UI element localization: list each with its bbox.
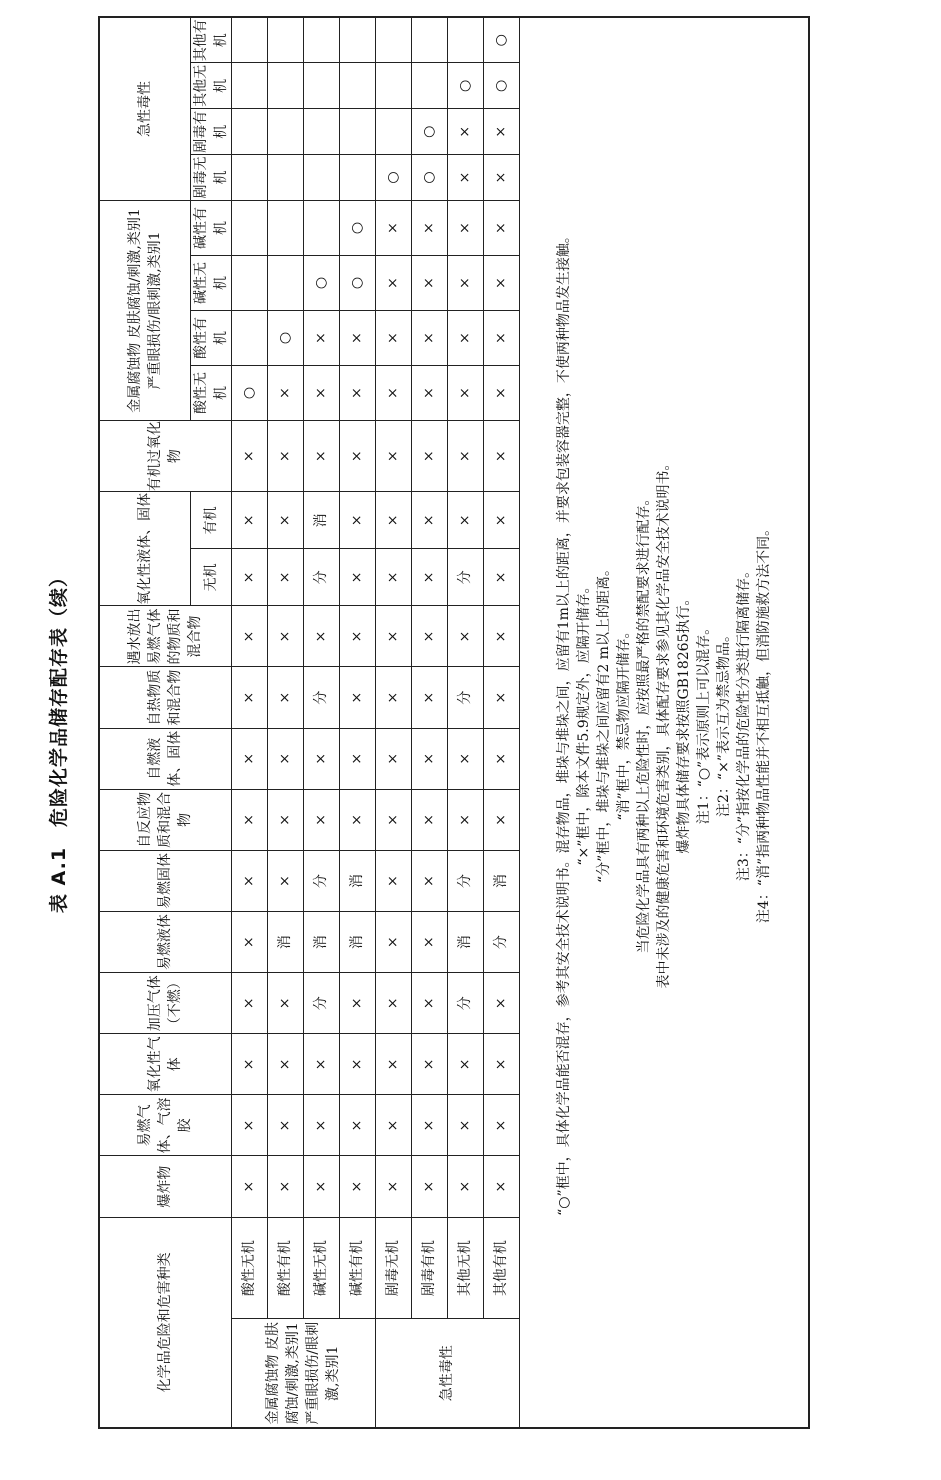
compatibility-cell xyxy=(231,200,267,255)
compatibility-cell: × xyxy=(447,310,483,365)
compatibility-cell: × xyxy=(231,973,267,1034)
note-line: 注3：“分”指按化学品的危险性分类进行隔离储存。 xyxy=(735,563,752,882)
note-line: “消”框中，禁忌物应隔开储存。 xyxy=(615,624,632,821)
compatibility-cell: × xyxy=(483,155,519,201)
storage-compatibility-table xyxy=(98,16,810,1429)
compatibility-cell xyxy=(303,155,339,201)
compatibility-cell: × xyxy=(375,789,411,850)
compatibility-cell: 消 xyxy=(339,850,375,911)
compatibility-cell: × xyxy=(447,789,483,850)
compatibility-cell xyxy=(267,200,303,255)
compatibility-cell xyxy=(303,200,339,255)
compatibility-cell: × xyxy=(447,255,483,310)
compatibility-cell xyxy=(267,109,303,155)
compatibility-cell: ○ xyxy=(339,255,375,310)
corner-header: 化学品危险和危害种类 xyxy=(99,1217,231,1428)
compatibility-cell: × xyxy=(411,606,447,667)
compatibility-cell: 消 xyxy=(267,912,303,973)
compatibility-cell: ○ xyxy=(483,63,519,109)
compatibility-cell: × xyxy=(375,1095,411,1156)
compatibility-cell: × xyxy=(303,728,339,789)
compatibility-cell xyxy=(339,155,375,201)
compatibility-cell: × xyxy=(303,420,339,491)
compatibility-cell: 消 xyxy=(303,492,339,549)
compatibility-cell: ○ xyxy=(339,200,375,255)
row-label: 碱性有机 xyxy=(339,1217,375,1319)
compatibility-cell: × xyxy=(267,549,303,606)
compatibility-cell: 分 xyxy=(447,549,483,606)
compatibility-cell: × xyxy=(411,912,447,973)
table-row xyxy=(375,17,411,1428)
compatibility-cell: × xyxy=(339,728,375,789)
compatibility-cell: × xyxy=(267,667,303,728)
compatibility-cell: 分 xyxy=(303,850,339,911)
compatibility-cell: 消 xyxy=(447,912,483,973)
compatibility-cell: 消 xyxy=(483,850,519,911)
compatibility-cell xyxy=(339,63,375,109)
compatibility-cell: ○ xyxy=(411,155,447,201)
col-sub-header: 剧毒无机 xyxy=(190,155,231,201)
col-water-reactive: 遇水放出易燃气体的物质和混合物 xyxy=(99,606,231,667)
compatibility-cell: × xyxy=(339,1156,375,1217)
compatibility-cell xyxy=(267,17,303,63)
col-oxidizing-gas: 氧化性气体 xyxy=(99,1034,231,1095)
compatibility-cell: × xyxy=(231,912,267,973)
compatibility-cell: × xyxy=(483,1156,519,1217)
compatibility-cell xyxy=(231,17,267,63)
col-oxidizing-organic: 有机 xyxy=(190,492,231,549)
col-acute-group: 急性毒性 xyxy=(99,17,190,200)
col-oxidizing-group: 氧化性液体、固体 xyxy=(99,492,190,606)
compatibility-cell: × xyxy=(303,1156,339,1217)
col-organic-peroxide: 有机过氧化物 xyxy=(99,420,231,491)
compatibility-cell xyxy=(231,155,267,201)
compatibility-cell: × xyxy=(303,789,339,850)
compatibility-cell: × xyxy=(411,549,447,606)
compatibility-cell: ○ xyxy=(375,155,411,201)
compatibility-cell: × xyxy=(267,728,303,789)
compatibility-cell: × xyxy=(483,789,519,850)
compatibility-cell: × xyxy=(267,492,303,549)
compatibility-cell xyxy=(267,255,303,310)
col-corrosive-group: 金属腐蚀物 皮肤腐蚀/刺激,类别1 严重眼损伤/眼刺激,类别1 xyxy=(99,200,190,420)
compatibility-cell xyxy=(303,63,339,109)
table-row xyxy=(303,17,339,1428)
page-title: 表 A.1 危险化学品储存配存表（续） xyxy=(48,566,70,914)
compatibility-cell: × xyxy=(447,606,483,667)
table-row xyxy=(339,17,375,1428)
compatibility-cell: 分 xyxy=(447,850,483,911)
col-flammable-solid: 易燃固体 xyxy=(99,850,231,911)
compatibility-cell: × xyxy=(447,420,483,491)
compatibility-cell: × xyxy=(447,155,483,201)
compatibility-cell xyxy=(411,17,447,63)
compatibility-cell: ○ xyxy=(411,109,447,155)
compatibility-cell: × xyxy=(303,1095,339,1156)
compatibility-cell: × xyxy=(231,420,267,491)
compatibility-cell xyxy=(231,255,267,310)
col-sub-header: 碱性无机 xyxy=(190,255,231,310)
compatibility-cell xyxy=(267,63,303,109)
compatibility-cell: × xyxy=(267,420,303,491)
compatibility-cell: × xyxy=(411,310,447,365)
compatibility-cell: × xyxy=(447,492,483,549)
compatibility-cell: × xyxy=(339,492,375,549)
table-notes xyxy=(519,17,809,1428)
col-flammable-gas: 易燃气体、气溶胶 xyxy=(99,1095,231,1156)
compatibility-cell: × xyxy=(339,1095,375,1156)
row-label: 剧毒无机 xyxy=(375,1217,411,1319)
compatibility-cell: × xyxy=(447,109,483,155)
compatibility-cell: × xyxy=(339,973,375,1034)
note-line: 注4：“消”指两种物品性能并不相互抵触，但消防施救方法不同。 xyxy=(755,521,772,924)
compatibility-cell: × xyxy=(411,420,447,491)
compatibility-cell xyxy=(375,109,411,155)
compatibility-cell: × xyxy=(375,255,411,310)
compatibility-cell: × xyxy=(231,850,267,911)
col-flammable-liquid: 易燃液体 xyxy=(99,912,231,973)
compatibility-cell: × xyxy=(339,549,375,606)
compatibility-cell: × xyxy=(411,789,447,850)
compatibility-cell: × xyxy=(375,1034,411,1095)
compatibility-cell xyxy=(411,63,447,109)
compatibility-cell: × xyxy=(483,667,519,728)
compatibility-cell: × xyxy=(375,606,411,667)
note-line: “×”框中，除本文件5.9规定外，应隔开储存。 xyxy=(575,579,592,866)
compatibility-cell: × xyxy=(339,789,375,850)
note-line: 爆炸物具体储存要求按照GB18265执行。 xyxy=(675,591,692,854)
compatibility-cell: × xyxy=(375,420,411,491)
compatibility-cell xyxy=(303,109,339,155)
col-self-reactive: 自反应物质和混合物 xyxy=(99,789,231,850)
compatibility-cell: 分 xyxy=(303,667,339,728)
compatibility-cell: × xyxy=(411,667,447,728)
compatibility-cell: × xyxy=(483,310,519,365)
compatibility-cell xyxy=(231,109,267,155)
col-oxidizing-inorganic: 无机 xyxy=(190,549,231,606)
compatibility-cell: × xyxy=(375,549,411,606)
col-explosive: 爆炸物 xyxy=(99,1156,231,1217)
compatibility-cell: × xyxy=(411,728,447,789)
compatibility-cell: × xyxy=(483,200,519,255)
compatibility-cell: × xyxy=(267,1034,303,1095)
compatibility-cell: ○ xyxy=(303,255,339,310)
compatibility-cell: × xyxy=(375,728,411,789)
compatibility-cell: × xyxy=(339,310,375,365)
col-sub-header: 其他有机 xyxy=(190,17,231,63)
compatibility-cell: × xyxy=(231,789,267,850)
col-sub-header: 碱性有机 xyxy=(190,200,231,255)
compatibility-cell: × xyxy=(375,1156,411,1217)
table-row xyxy=(483,17,519,1428)
compatibility-cell: × xyxy=(483,255,519,310)
compatibility-cell: × xyxy=(411,973,447,1034)
col-sub-header: 酸性有机 xyxy=(190,310,231,365)
compatibility-cell xyxy=(339,17,375,63)
compatibility-cell: × xyxy=(231,728,267,789)
compatibility-cell: × xyxy=(447,728,483,789)
compatibility-cell: × xyxy=(483,728,519,789)
compatibility-cell: × xyxy=(447,365,483,420)
compatibility-cell xyxy=(231,63,267,109)
compatibility-cell: × xyxy=(231,606,267,667)
compatibility-cell xyxy=(375,17,411,63)
table-row xyxy=(267,17,303,1428)
compatibility-cell: × xyxy=(483,420,519,491)
compatibility-cell: × xyxy=(483,973,519,1034)
compatibility-cell: × xyxy=(375,912,411,973)
row-label: 剧毒有机 xyxy=(411,1217,447,1319)
note-line: 注1：“○”表示原则上可以混存。 xyxy=(695,620,712,825)
compatibility-cell: × xyxy=(267,606,303,667)
compatibility-cell: × xyxy=(303,365,339,420)
compatibility-cell: × xyxy=(267,850,303,911)
compatibility-cell: × xyxy=(303,606,339,667)
compatibility-cell: × xyxy=(267,1156,303,1217)
compatibility-cell: × xyxy=(231,549,267,606)
compatibility-cell: × xyxy=(303,1034,339,1095)
note-line: 表中未涉及的健康危害和环境危害类别，具体配存要求参见其化学品安全技术说明书。 xyxy=(655,456,672,989)
compatibility-cell: × xyxy=(231,667,267,728)
compatibility-cell: 分 xyxy=(303,973,339,1034)
compatibility-cell: × xyxy=(483,549,519,606)
compatibility-cell: × xyxy=(375,850,411,911)
compatibility-cell xyxy=(303,17,339,63)
compatibility-cell: × xyxy=(267,973,303,1034)
compatibility-cell: × xyxy=(375,973,411,1034)
compatibility-cell: × xyxy=(483,365,519,420)
compatibility-cell: × xyxy=(411,1156,447,1217)
compatibility-cell: × xyxy=(231,1095,267,1156)
compatibility-cell: × xyxy=(411,1095,447,1156)
compatibility-cell xyxy=(231,310,267,365)
compatibility-cell: ○ xyxy=(447,63,483,109)
table-row xyxy=(411,17,447,1428)
compatibility-cell: ○ xyxy=(231,365,267,420)
compatibility-cell: × xyxy=(411,200,447,255)
compatibility-cell: × xyxy=(339,606,375,667)
compatibility-cell: × xyxy=(483,492,519,549)
row-label: 酸性无机 xyxy=(231,1217,267,1319)
compatibility-cell: × xyxy=(411,1034,447,1095)
compatibility-cell: × xyxy=(339,420,375,491)
compatibility-cell: × xyxy=(483,1034,519,1095)
compatibility-cell: ○ xyxy=(267,310,303,365)
compatibility-cell: × xyxy=(483,109,519,155)
compatibility-cell: ○ xyxy=(483,17,519,63)
compatibility-cell: 消 xyxy=(339,912,375,973)
compatibility-cell: 分 xyxy=(483,912,519,973)
compatibility-cell: × xyxy=(339,1034,375,1095)
compatibility-cell: × xyxy=(339,365,375,420)
compatibility-cell: × xyxy=(231,492,267,549)
compatibility-cell: 消 xyxy=(303,912,339,973)
compatibility-cell xyxy=(267,155,303,201)
compatibility-cell: × xyxy=(411,255,447,310)
compatibility-cell: × xyxy=(339,667,375,728)
note-line: 注2：“×”表示互为禁忌物品。 xyxy=(715,628,732,817)
compatibility-cell: × xyxy=(303,310,339,365)
compatibility-cell: × xyxy=(267,1095,303,1156)
compatibility-cell: × xyxy=(231,1156,267,1217)
note-line: “○”框中，具体化学品能否混存，参考其安全技术说明书。混存物品，堆垛与堆垛之间，应留有1m以上的距离，并要求包装容器完整，不使两种物品发生接触。 xyxy=(555,229,572,1216)
compatibility-cell: × xyxy=(375,492,411,549)
row-group-corrosive: 金属腐蚀物 皮肤腐蚀/刺激,类别1 严重眼损伤/眼刺激,类别1 xyxy=(231,1319,375,1428)
row-label: 酸性有机 xyxy=(267,1217,303,1319)
compatibility-cell: × xyxy=(267,365,303,420)
compatibility-cell: × xyxy=(267,789,303,850)
col-sub-header: 其他无机 xyxy=(190,63,231,109)
compatibility-cell: × xyxy=(447,200,483,255)
table-row xyxy=(231,17,267,1428)
compatibility-cell: × xyxy=(483,606,519,667)
compatibility-cell: × xyxy=(447,1095,483,1156)
note-line: 当危险化学品具有两种以上危险性时，应按照最严格的禁配要求进行配存。 xyxy=(635,491,652,954)
compatibility-cell: × xyxy=(411,492,447,549)
compatibility-cell: × xyxy=(375,310,411,365)
table-row xyxy=(447,17,483,1428)
compatibility-cell: × xyxy=(411,365,447,420)
col-self-heating: 自热物质和混合物 xyxy=(99,667,231,728)
compatibility-cell: 分 xyxy=(303,549,339,606)
row-label: 碱性无机 xyxy=(303,1217,339,1319)
compatibility-cell: × xyxy=(231,1034,267,1095)
compatibility-cell: 分 xyxy=(447,667,483,728)
col-sub-header: 剧毒有机 xyxy=(190,109,231,155)
compatibility-cell: 分 xyxy=(447,973,483,1034)
compatibility-cell: × xyxy=(447,1034,483,1095)
compatibility-cell: × xyxy=(375,365,411,420)
col-sub-header: 酸性无机 xyxy=(190,365,231,420)
compatibility-cell: × xyxy=(483,1095,519,1156)
col-pyrophoric: 自燃液体、固体 xyxy=(99,728,231,789)
compatibility-cell: × xyxy=(447,1156,483,1217)
col-pressurized-gas: 加压气体（不燃） xyxy=(99,973,231,1034)
compatibility-cell: × xyxy=(375,200,411,255)
compatibility-cell xyxy=(339,109,375,155)
compatibility-cell xyxy=(375,63,411,109)
compatibility-cell xyxy=(447,17,483,63)
row-group-acute: 急性毒性 xyxy=(375,1319,519,1428)
row-label: 其他有机 xyxy=(483,1217,519,1319)
compatibility-cell: × xyxy=(375,667,411,728)
note-line: “分”框中，堆垛与堆垛之间应留有2 m以上的距离。 xyxy=(595,562,612,883)
row-label: 其他无机 xyxy=(447,1217,483,1319)
compatibility-cell: × xyxy=(411,850,447,911)
